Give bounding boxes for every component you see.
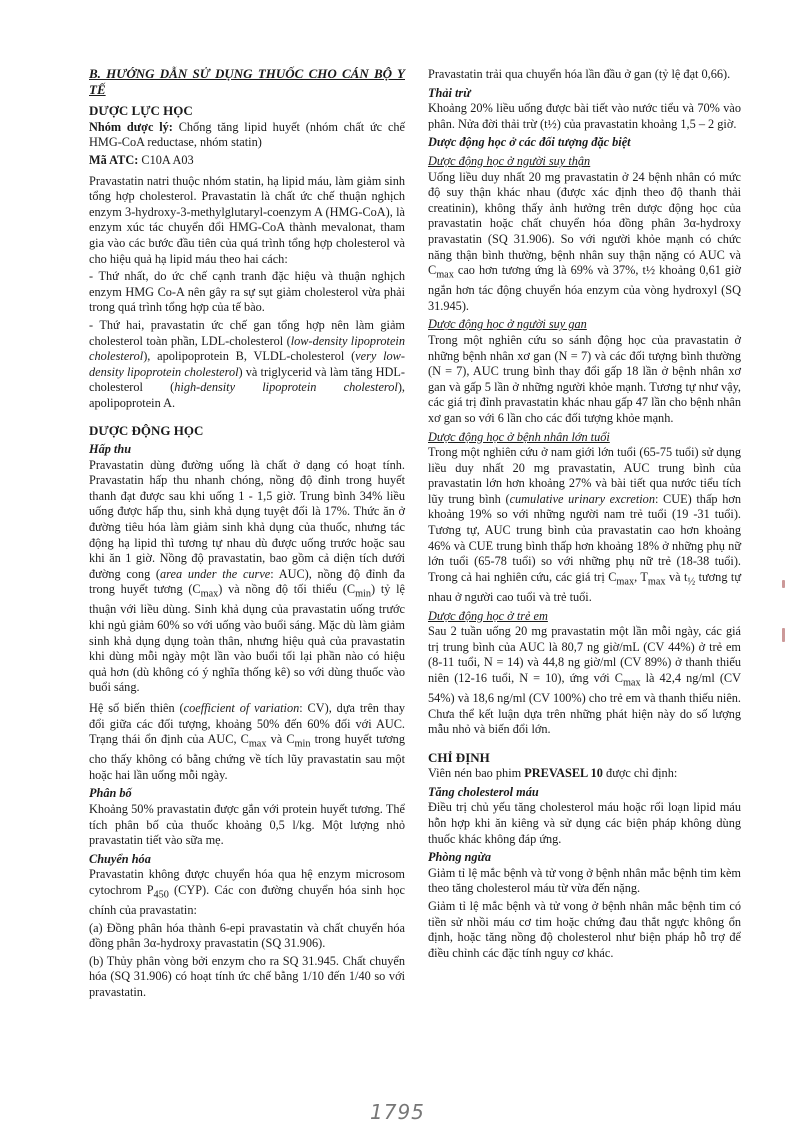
elderly-text: Trong một nghiên cứu ở nam giới lớn tuổi (65-75 tuổi) sử dụng liều duy nhất 20 mg pravastatin, AUC trung bình của pravastatin lớn hơn khoảng 27% và bài tiết qua nước tiểu tích lũy trung bình ( <box>428 445 741 506</box>
renal-heading: Dược động học ở người suy thận <box>428 153 591 168</box>
pediatric-heading: Dược động học ở trẻ em <box>428 608 548 623</box>
abs-text: : CV), dựa trên thay đổi giữa các đối tượng, khoảng 50% đến 60% đối với AUC. Trạng thái ổn định của AUC, C <box>89 701 405 747</box>
pd-p3-text: ) và triglycerid và làm tăng HDL-cholesterol ( <box>89 364 405 395</box>
brand-name: PREVASEL 10 <box>524 766 603 781</box>
pd-p3-italic: very low-density lipoprotein cholesterol <box>89 349 405 379</box>
absorption-paragraph-1 <box>89 458 405 696</box>
pd-p3-text: - Thứ hai, pravastatin ức chế gan tổng hợp nên làm giảm cholesterol toàn phần, LDL-cholesterol ( <box>89 317 405 348</box>
absorption-paragraph-2 <box>89 701 405 783</box>
left-column <box>89 66 405 1003</box>
elimination-paragraph: Khoảng 20% liều uống được bài tiết vào nước tiểu và 70% vào phân. Nửa đời thải trừ (t½) của pravastatin khoảng 1,5 – 2 giờ. <box>428 101 741 131</box>
elderly-text: và t <box>665 569 688 584</box>
pd-p3-italic: low-density lipoprotein cholesterol <box>89 333 405 364</box>
pediatric-paragraph <box>428 624 741 738</box>
group-text: Chống tăng lipid huyết (nhóm chất ức chế HMG-CoA reductase, nhóm statin) <box>89 119 406 150</box>
child-text: là 42,4 ng/ml (CV 54%) và 18,6 ng/ml (CV 100%) cho trẻ em và thanh thiếu niên. Chưa thể kết luận dựa trên những phát hiện này do số lượng mẫu nhỏ và biến đổi lớn. <box>428 670 741 737</box>
pd-paragraph-3 <box>89 318 405 412</box>
renal-paragraph <box>428 170 741 315</box>
elderly-italic: cumulative urinary excretion <box>509 491 655 506</box>
group-label: Nhóm dược lý: <box>89 119 173 134</box>
elderly-paragraph <box>428 445 741 605</box>
met-text: Pravastatin không được chuyển hóa qua hệ enzym microsom cytochrom P <box>89 867 405 897</box>
met-text: (CYP). Các con đường chuyển hóa sinh học chính của pravastatin: <box>89 883 405 918</box>
prevention-heading: Phòng ngừa <box>428 850 492 865</box>
section-title: B. HƯỚNG DẪN SỬ DỤNG THUỐC CHO CÁN BỘ Y TẾ <box>89 66 405 97</box>
distribution-paragraph: Khoảng 50% pravastatin được gắn với protein huyết tương. Thể tích phân bố của thuốc khoảng 0,5 l/kg. Một lượng nhỏ pravastatin tiết vào sữa mẹ. <box>89 802 405 848</box>
prevention-paragraph-1: Giảm tỉ lệ mắc bệnh và tử vong ở bệnh nhân mắc bệnh tim kèm theo tăng cholesterol máu từ vừa đến nặng. <box>428 865 741 896</box>
pharmacologic-group <box>89 120 405 151</box>
metabolism-paragraph-3: (b) Thủy phân vòng bởi enzym cho ra SQ 31.945. Chất chuyển hóa (SQ 31.906) có hoạt tính ức chế bằng 1/10 đến 1/40 so với pravastatin. <box>89 953 405 1000</box>
metabolism-paragraph-1 <box>89 867 405 918</box>
ind-text: được chỉ định: <box>602 766 678 781</box>
abs-italic: area under the curve <box>160 566 271 581</box>
margin-mark <box>782 628 785 642</box>
abs-text: và C <box>266 732 295 747</box>
child-sub: max <box>622 677 641 689</box>
abs-sub: min <box>294 738 311 750</box>
margin-mark <box>782 580 785 588</box>
hypercholesterolemia-paragraph: Điều trị chủ yếu tăng cholesterol máu hoặc rối loạn lipid máu hỗn hợp khi ăn kiêng và sử dụng các biện pháp không dùng thuốc khác không đáp ứng. <box>428 800 741 846</box>
right-column <box>428 67 741 963</box>
elderly-sub: max <box>616 576 635 588</box>
hypercholesterolemia-heading: Tăng cholesterol máu <box>428 784 539 799</box>
atc-code <box>89 153 405 169</box>
elderly-text: tương tự nhau ở người cao tuổi và trẻ tuổi. <box>428 569 741 604</box>
pd-p3-text: ), apolipoprotein A. <box>89 380 405 410</box>
renal-text: cao hơn tương ứng là 69% và 37%, t½ khoảng 0,61 giờ ngắn hơn tác động chuyển hóa enzym của vòng hydroxyl (SQ 31.945). <box>428 263 741 313</box>
abs-text: ) và nồng độ tối thiểu (C <box>218 582 356 597</box>
abs-text: trong huyết tương cho thấy không có bằng chứng về tích lũy pravastatin sau một hoặc hai lần uống mỗi ngày. <box>89 732 405 782</box>
pd-p3-italic: high-density lipoprotein cholesterol <box>174 380 398 395</box>
atc-text: C10A A03 <box>138 152 194 167</box>
elderly-text: : CUE) thấp hơn khoảng 19% so với những người nam trẻ tuổi (19 -31 tuổi). Tương tự, AUC trung bình của pravastatin cao hơn khoảng 46% và CUE trung bình thấp hơn khoảng 18% ở những phụ nữ lớn tuổi (65-78 tuổi) so với những phụ nữ trẻ (18-38 tuổi). Trong cả hai nghiên cứu, các giá trị C <box>428 491 741 584</box>
special-populations-heading: Dược động học ở các đối tượng đặc biệt <box>428 135 631 150</box>
elderly-text: , T <box>634 569 648 584</box>
pharmacodynamics-heading: DƯỢC LỰC HỌC <box>89 103 193 119</box>
abs-text: : AUC), nồng độ đỉnh đa trong huyết tương (C <box>89 566 405 597</box>
metabolism-continued: Pravastatin trải qua chuyển hóa lần đầu ở gan (tỷ lệ đạt 0,66). <box>428 67 731 81</box>
abs-text: Pravastatin dùng đường uống là chất ở dạng có hoạt tính. Pravastatin hấp thu nhanh chóng, nồng độ đỉnh trong huyết thanh đạt được sau khi uống 1 - 1,5 giờ. Trung bình 34% liều uống được hấp thu, sinh khả dụng tuyệt đối là 17%. Thức ăn ở đường tiêu hóa làm giảm sinh khả dụng của thuốc, nhưng tác động hạ lipid thì tương tự nhau dù được uống trước hoặc sau khi ăn 1 giờ. Nồng độ pravastatin, bao gồm cả diện tích dưới đường cong ( <box>89 457 405 581</box>
pd-paragraph-2: - Thứ nhất, do ức chế cạnh tranh đặc hiệu và thuận nghịch enzym HMG Co-A nên gây ra sự sụt giảm cholesterol vừa phải trong quá trình tổng hợp của tế bào. <box>89 269 405 315</box>
hepatic-heading: Dược động học ở người suy gan <box>428 317 587 332</box>
elderly-heading: Dược động học ở bệnh nhân lớn tuổi <box>428 429 610 444</box>
met-sub: 450 <box>153 889 169 901</box>
abs-italic: coefficient of variation <box>183 701 300 716</box>
abs-sub: max <box>200 588 219 600</box>
renal-sub: max <box>436 269 454 281</box>
renal-text: Uống liều duy nhất 20 mg pravastatin ở 24 bệnh nhân có mức độ suy thận khác nhau (được xác định theo độ thanh thải creatinin), không thấy ảnh hưởng trên dược động học của pravastatin hoặc chất chuyển hóa đồng phân 3α-hydroxy pravastatin (SQ 31.906). So với người khỏe mạnh có chức năng thận bình thường, bệnh nhân suy thận nặng có AUC và C <box>428 169 741 278</box>
metabolism-paragraph-2: (a) Đồng phân hóa thành 6-epi pravastatin và chất chuyển hóa đồng phân 3α-hydroxy pravastatin (SQ 31.906). <box>89 920 405 951</box>
atc-label: Mã ATC: <box>89 152 139 167</box>
prevention-paragraph-2: Giảm tỉ lệ mắc bệnh và tử vong ở bệnh nhân mắc bệnh tim có tiền sử nhồi máu cơ tim hoặc chứng đau thắt ngực không ổn định, hoặc tăng nồng độ cholesterol như biện pháp hỗ trợ để điều chỉnh các đặc tính nguy cơ khác. <box>428 899 741 960</box>
indications-intro <box>428 766 741 782</box>
elimination-heading: Thải trừ <box>428 85 471 100</box>
handwritten-page-mark: 1795 <box>370 1100 425 1124</box>
elderly-sub: max <box>647 576 666 588</box>
abs-sub: min <box>355 588 372 600</box>
abs-text: ) tỷ lệ thuận với liều dùng. Sinh khả dụng của pravastatin uống trước khi ngủ giảm 60% so với uống vào buổi sáng. Mặc dù làm giảm sinh khả dụng dụng toàn thân, nhưng hiệu quả của pravastatin khi dùng mỗi ngày một lần vào buổi tối lại phần nào có hiệu quả hơn (dù không có ý nghĩa thống kê) so với dùng thuốc vào buổi sáng. <box>89 582 405 695</box>
distribution-heading: Phân bố <box>89 786 132 801</box>
child-text: Sau 2 tuần uống 20 mg pravastatin một lần mỗi ngày, các giá trị trung bình của AUC là 80,7 ng giờ/mL (CV 44%) ở trẻ em (8-11 tuổi, N = 14) và 44,8 ng giờ/ml (CV 89%) ở thanh thiếu niên (12-16 tuổi, N = 10), ứng với C <box>428 624 741 685</box>
pharmacokinetics-heading: DƯỢC ĐỘNG HỌC <box>89 423 204 439</box>
pd-p3-text: ), apolipoprotein B, VLDL-cholesterol ( <box>143 349 356 364</box>
hepatic-paragraph: Trong một nghiên cứu so sánh động học của pravastatin ở những bệnh nhân xơ gan (N = 7) và các đối tượng bình thường (N = 7), AUC trung bình thay đổi gấp 18 lần ở bệnh nhân xơ gan và gấp 5 lần ở những người khỏe mạnh. Tương tự như vậy, các giá trị đỉnh pravastatin khác nhau gấp 47 lần cho bệnh nhân xơ gan so với 6 lần cho các đối tượng khỏe mạnh. <box>428 332 741 425</box>
abs-sub: max <box>248 738 267 750</box>
indications-heading: CHỈ ĐỊNH <box>428 749 490 765</box>
abs-text: Hệ số biến thiên ( <box>89 701 184 716</box>
pd-paragraph-1: Pravastatin natri thuộc nhóm statin, hạ lipid máu, làm giảm sinh tổng hợp cholesterol. Pravastatin là chất ức chế thuận nghịch enzym 3-hydroxy-3-methylglutaryl-coenzym A (HMG-CoA), là enzym xúc tác chuyển đổi HMG-CoA thành mevalonat, tham gia vào các bước đầu tiên của quá trình tổng hợp cholesterol và cho hiệu quả hạ lipid máu theo hai cách: <box>89 173 405 266</box>
elderly-sub: ½ <box>687 576 696 588</box>
metabolism-heading: Chuyển hóa <box>89 851 151 866</box>
ind-text: Viên nén bao phim <box>428 766 525 781</box>
absorption-heading: Hấp thu <box>89 442 132 457</box>
